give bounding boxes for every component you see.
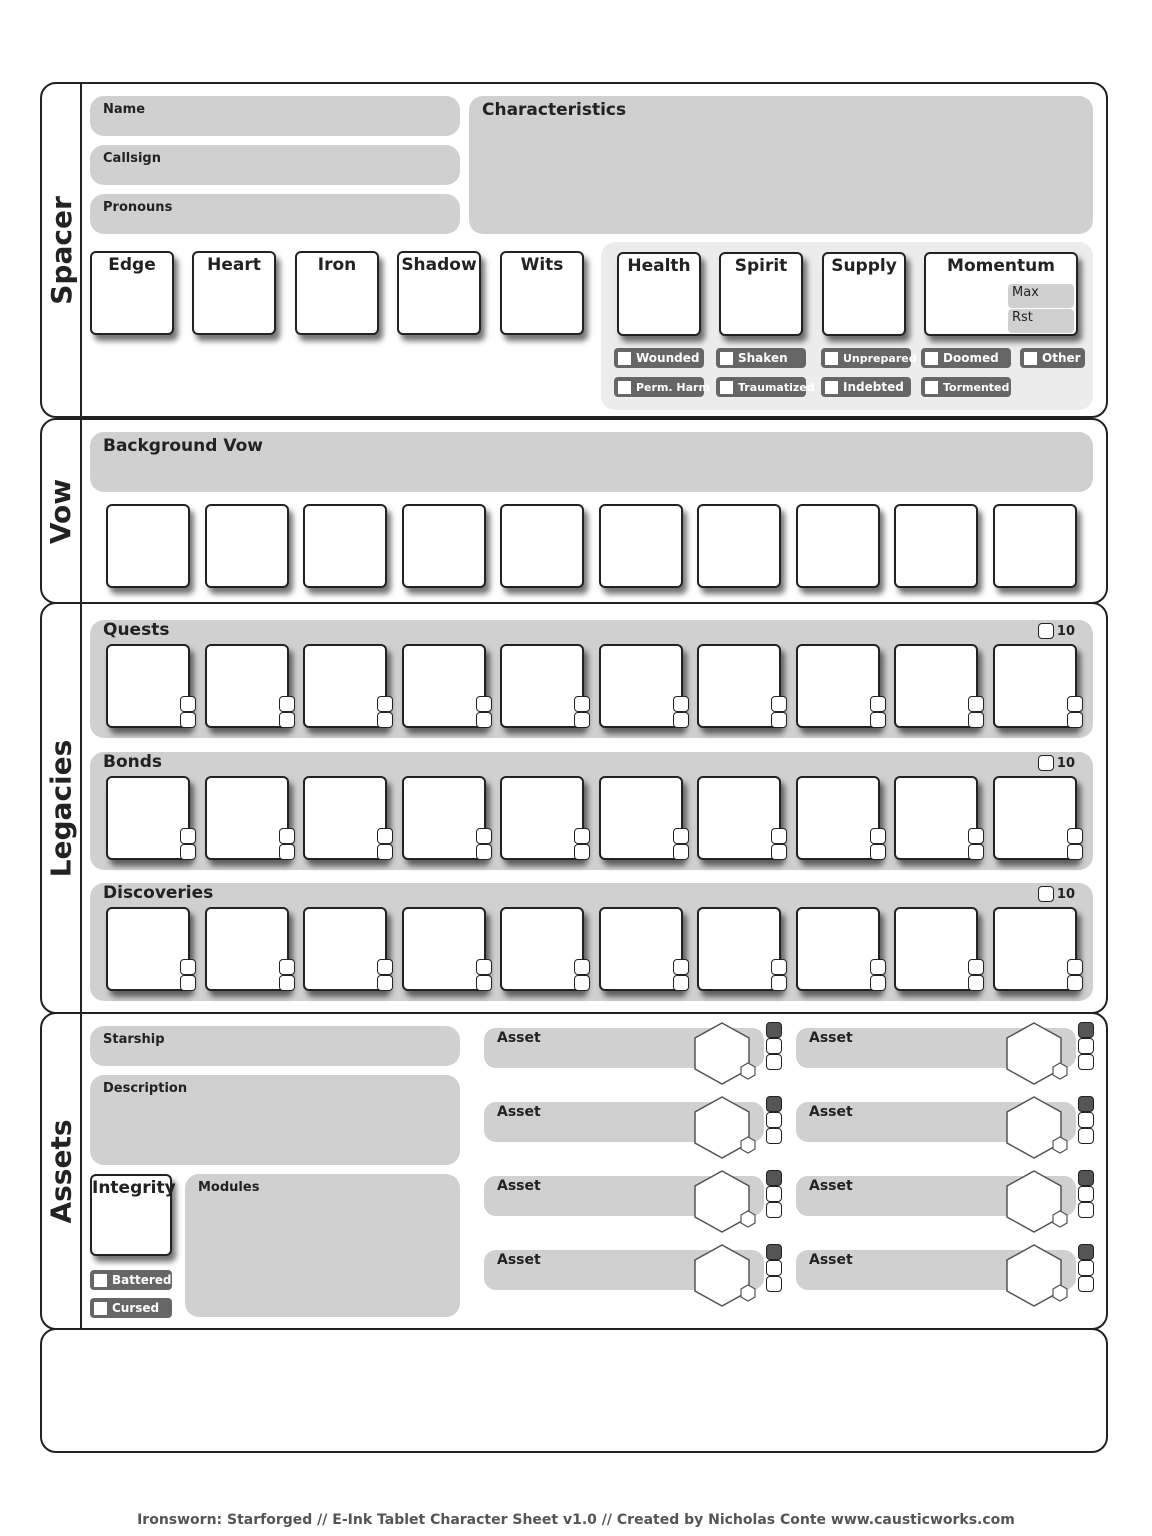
legacy-progress-box[interactable] xyxy=(894,644,978,728)
characteristics-label: Characteristics xyxy=(482,100,627,120)
integrity-meter[interactable] xyxy=(90,1174,176,1256)
asset-hex-icon xyxy=(1006,1244,1076,1308)
legacy-xp-checkbox[interactable] xyxy=(1067,696,1083,712)
asset-label: Asset xyxy=(497,1252,541,1268)
legacy-progress-box[interactable] xyxy=(894,907,978,991)
assets-section-label xyxy=(42,1014,82,1328)
checkbox-icon xyxy=(720,381,733,394)
legacy-xp-checkbox[interactable] xyxy=(476,696,492,712)
impact-unprepared[interactable] xyxy=(821,348,917,368)
modules-label: Modules xyxy=(198,1180,260,1195)
checkbox-icon xyxy=(1038,623,1054,639)
asset-hex-icon xyxy=(1006,1096,1076,1160)
legacy-xp-checkbox[interactable] xyxy=(377,959,393,975)
impact-other[interactable] xyxy=(1020,348,1085,368)
legacy-xp-checkbox[interactable] xyxy=(377,828,393,844)
impact-shaken[interactable] xyxy=(716,348,806,368)
stat-iron[interactable] xyxy=(295,251,379,335)
asset-ability-checkbox[interactable] xyxy=(766,1276,782,1292)
legacy-xp-checkbox[interactable] xyxy=(574,975,590,991)
asset-ability-checkbox[interactable] xyxy=(1078,1186,1094,1202)
legacy-xp-checkbox[interactable] xyxy=(279,696,295,712)
asset-ability-checkbox[interactable] xyxy=(766,1038,782,1054)
legacy-xp-checkbox[interactable] xyxy=(180,712,196,728)
meter-label: Spirit xyxy=(734,256,788,276)
legacy-xp-checkbox[interactable] xyxy=(771,959,787,975)
legacy-progress-box[interactable] xyxy=(106,644,190,728)
name-field[interactable] xyxy=(90,96,460,136)
legacy-xp-checkbox[interactable] xyxy=(476,712,492,728)
impact-battered[interactable] xyxy=(90,1270,172,1290)
legacy-xp-checkbox[interactable] xyxy=(279,828,295,844)
asset-ability-checkbox[interactable] xyxy=(766,1186,782,1202)
stat-wits[interactable] xyxy=(500,251,584,335)
impact-wounded[interactable] xyxy=(614,348,704,368)
vow-progress-box[interactable] xyxy=(599,504,683,588)
asset-label: Asset xyxy=(809,1252,853,1268)
asset-ability-checkbox[interactable] xyxy=(766,1112,782,1128)
legacy-xp-checkbox[interactable] xyxy=(771,712,787,728)
legacy-xp-checkbox[interactable] xyxy=(1067,975,1083,991)
legacy-xp-checkbox[interactable] xyxy=(377,696,393,712)
legacy-xp-checkbox[interactable] xyxy=(476,959,492,975)
vow-section xyxy=(40,418,1108,604)
stat-shadow[interactable] xyxy=(397,251,481,335)
legacy-xp-checkbox[interactable] xyxy=(968,712,984,728)
legacy-xp-checkbox[interactable] xyxy=(673,696,689,712)
legacy-xp-checkbox[interactable] xyxy=(180,975,196,991)
legacy-xp-checkbox[interactable] xyxy=(476,975,492,991)
momentum-reset-field[interactable] xyxy=(1008,309,1074,333)
asset-hex-icon xyxy=(1006,1170,1076,1234)
asset-ability-checkbox[interactable] xyxy=(766,1244,782,1260)
legacy-xp-checkbox[interactable] xyxy=(574,844,590,860)
legacy-xp-checkbox[interactable] xyxy=(1067,712,1083,728)
impact-cursed[interactable] xyxy=(90,1298,172,1318)
checkbox-icon xyxy=(1024,352,1037,365)
description-label: Description xyxy=(103,1081,188,1096)
asset-ability-checkbox[interactable] xyxy=(766,1022,782,1038)
legacy-progress-box[interactable] xyxy=(894,776,978,860)
characteristics-field[interactable] xyxy=(469,96,1093,234)
legacy-progress-box[interactable] xyxy=(697,644,781,728)
legacy-ten-checkbox[interactable] xyxy=(1038,623,1075,639)
legacy-progress-box[interactable] xyxy=(796,776,880,860)
legacy-bonds xyxy=(90,752,1093,870)
vow-progress-box[interactable] xyxy=(993,504,1077,588)
spacer-section-label xyxy=(42,84,82,416)
legacy-progress-track xyxy=(106,907,1086,997)
notes-section[interactable] xyxy=(40,1328,1108,1453)
impact-tormented[interactable] xyxy=(921,377,1011,397)
checkbox-icon xyxy=(825,381,838,394)
legacy-xp-checkbox[interactable] xyxy=(673,959,689,975)
legacy-progress-box[interactable] xyxy=(697,907,781,991)
asset-ability-checkbox[interactable] xyxy=(766,1170,782,1186)
legacy-progress-box[interactable] xyxy=(106,907,190,991)
checkbox-icon xyxy=(94,1274,107,1287)
legacy-progress-box[interactable] xyxy=(697,776,781,860)
legacy-xp-checkbox[interactable] xyxy=(180,959,196,975)
vow-section-label xyxy=(42,420,82,602)
legacy-progress-box[interactable] xyxy=(796,644,880,728)
asset-label: Asset xyxy=(497,1178,541,1194)
checkbox-icon xyxy=(925,381,938,394)
legacy-xp-checkbox[interactable] xyxy=(180,844,196,860)
meter-supply[interactable] xyxy=(822,252,906,336)
meter-label: Health xyxy=(627,256,691,276)
impact-label: Battered xyxy=(112,1273,172,1287)
vow-progress-track xyxy=(106,504,1086,588)
legacies-section-label xyxy=(42,604,82,1012)
legacy-label: Discoveries xyxy=(103,883,214,903)
impact-traumatized[interactable] xyxy=(716,377,815,397)
vow-progress-box[interactable] xyxy=(500,504,584,588)
legacy-progress-box[interactable] xyxy=(993,644,1077,728)
legacy-progress-box[interactable] xyxy=(500,644,584,728)
legacy-xp-checkbox[interactable] xyxy=(771,828,787,844)
impact-label: Other xyxy=(1042,351,1081,365)
legacy-xp-checkbox[interactable] xyxy=(1067,828,1083,844)
legacy-xp-checkbox[interactable] xyxy=(870,975,886,991)
stat-label: Wits xyxy=(520,255,564,275)
vow-progress-box[interactable] xyxy=(106,504,190,588)
legacy-ten-checkbox[interactable] xyxy=(1038,755,1075,771)
stat-label: Shadow xyxy=(401,255,477,275)
meter-spirit[interactable] xyxy=(719,252,803,336)
name-label: Name xyxy=(103,102,146,117)
legacy-xp-checkbox[interactable] xyxy=(180,828,196,844)
stat-edge[interactable] xyxy=(90,251,174,335)
legacy-progress-box[interactable] xyxy=(402,907,486,991)
legacy-progress-box[interactable] xyxy=(599,644,683,728)
description-field[interactable] xyxy=(90,1075,460,1165)
background-vow-label: Background Vow xyxy=(103,436,263,456)
impact-label: Traumatized xyxy=(738,380,815,394)
asset-ability-checkbox[interactable] xyxy=(766,1202,782,1218)
vow-progress-box[interactable] xyxy=(697,504,781,588)
legacy-xp-checkbox[interactable] xyxy=(771,975,787,991)
legacy-xp-checkbox[interactable] xyxy=(574,712,590,728)
legacy-xp-checkbox[interactable] xyxy=(279,712,295,728)
legacy-xp-checkbox[interactable] xyxy=(574,959,590,975)
impact-label: Doomed xyxy=(943,351,999,365)
modules-field[interactable] xyxy=(185,1174,460,1317)
legacy-xp-checkbox[interactable] xyxy=(279,959,295,975)
legacy-progress-box[interactable] xyxy=(205,776,289,860)
checkbox-icon xyxy=(618,352,631,365)
footer-credits: Ironsworn: Starforged // E-Ink Tablet Character Sheet v1.0 // Created by Nicholas Conte www.causticworks.com xyxy=(137,1512,1015,1528)
momentum-max-field[interactable] xyxy=(1008,284,1074,308)
stat-label: Edge xyxy=(108,255,156,275)
legacy-xp-checkbox[interactable] xyxy=(771,844,787,860)
legacy-progress-box[interactable] xyxy=(402,776,486,860)
legacy-xp-checkbox[interactable] xyxy=(377,712,393,728)
legacy-xp-checkbox[interactable] xyxy=(870,959,886,975)
legacy-xp-checkbox[interactable] xyxy=(968,959,984,975)
legacy-progress-box[interactable] xyxy=(796,907,880,991)
legacy-progress-box[interactable] xyxy=(303,644,387,728)
impact-label: Tormented xyxy=(943,380,1010,394)
spacer-section xyxy=(40,82,1108,418)
ten-label: 10 xyxy=(1056,623,1075,639)
legacy-xp-checkbox[interactable] xyxy=(870,712,886,728)
asset-hex-icon xyxy=(694,1022,764,1086)
impact-label: Perm. Harm xyxy=(636,380,710,394)
asset-hex-icon xyxy=(694,1170,764,1234)
legacy-progress-box[interactable] xyxy=(303,776,387,860)
assets-section xyxy=(40,1012,1108,1330)
vow-progress-box[interactable] xyxy=(894,504,978,588)
legacy-progress-box[interactable] xyxy=(993,776,1077,860)
legacy-xp-checkbox[interactable] xyxy=(377,975,393,991)
asset-label: Asset xyxy=(497,1104,541,1120)
legacy-xp-checkbox[interactable] xyxy=(673,712,689,728)
asset-ability-checkbox[interactable] xyxy=(766,1128,782,1144)
legacies-section xyxy=(40,602,1108,1014)
legacy-xp-checkbox[interactable] xyxy=(870,828,886,844)
legacy-xp-checkbox[interactable] xyxy=(771,696,787,712)
legacy-xp-checkbox[interactable] xyxy=(673,844,689,860)
legacy-xp-checkbox[interactable] xyxy=(180,696,196,712)
legacy-xp-checkbox[interactable] xyxy=(279,975,295,991)
vow-progress-box[interactable] xyxy=(205,504,289,588)
vow-title: Vow xyxy=(44,478,78,544)
checkbox-icon xyxy=(94,1302,107,1315)
asset-ability-checkbox[interactable] xyxy=(1078,1128,1094,1144)
legacy-progress-box[interactable] xyxy=(205,907,289,991)
asset-ability-checkbox[interactable] xyxy=(1078,1170,1094,1186)
legacy-progress-box[interactable] xyxy=(402,644,486,728)
impact-label: Wounded xyxy=(636,351,700,365)
legacy-label: Bonds xyxy=(103,752,163,772)
legacy-progress-box[interactable] xyxy=(106,776,190,860)
asset-ability-checkbox[interactable] xyxy=(766,1054,782,1070)
asset-ability-checkbox[interactable] xyxy=(1078,1276,1094,1292)
momentum-max-label: Max xyxy=(1012,285,1039,300)
legacy-progress-box[interactable] xyxy=(205,644,289,728)
legacy-xp-checkbox[interactable] xyxy=(870,696,886,712)
asset-ability-checkbox[interactable] xyxy=(766,1260,782,1276)
asset-ability-checkbox[interactable] xyxy=(1078,1202,1094,1218)
vow-progress-box[interactable] xyxy=(796,504,880,588)
asset-card[interactable] xyxy=(484,1244,784,1334)
vow-progress-box[interactable] xyxy=(303,504,387,588)
asset-hex-icon xyxy=(1006,1022,1076,1086)
callsign-field[interactable] xyxy=(90,145,460,185)
meter-label: Momentum xyxy=(947,256,1055,276)
checkbox-icon xyxy=(720,352,733,365)
stat-heart[interactable] xyxy=(192,251,276,335)
legacy-ten-checkbox[interactable] xyxy=(1038,886,1075,902)
impact-label: Unprepared xyxy=(843,351,917,365)
legacy-xp-checkbox[interactable] xyxy=(1067,844,1083,860)
legacy-xp-checkbox[interactable] xyxy=(968,696,984,712)
asset-ability-checkbox[interactable] xyxy=(1078,1038,1094,1054)
ten-label: 10 xyxy=(1056,755,1075,771)
legacy-progress-track xyxy=(106,776,1086,866)
impact-indebted[interactable] xyxy=(821,377,911,397)
legacy-quests xyxy=(90,620,1093,738)
starship-field[interactable] xyxy=(90,1026,460,1066)
legacy-xp-checkbox[interactable] xyxy=(1067,959,1083,975)
asset-ability-checkbox[interactable] xyxy=(1078,1096,1094,1112)
momentum-reset-label: Rst xyxy=(1012,310,1033,325)
asset-label: Asset xyxy=(497,1030,541,1046)
background-vow-field[interactable] xyxy=(90,432,1093,492)
assets-title: Assets xyxy=(44,1118,78,1224)
legacy-xp-checkbox[interactable] xyxy=(870,844,886,860)
checkbox-icon xyxy=(1038,886,1054,902)
asset-hex-icon xyxy=(694,1244,764,1308)
checkbox-icon xyxy=(1038,755,1054,771)
legacy-xp-checkbox[interactable] xyxy=(377,844,393,860)
legacy-xp-checkbox[interactable] xyxy=(476,844,492,860)
legacy-xp-checkbox[interactable] xyxy=(476,828,492,844)
asset-ability-checkbox[interactable] xyxy=(766,1096,782,1112)
legacy-xp-checkbox[interactable] xyxy=(574,696,590,712)
callsign-label: Callsign xyxy=(103,151,161,166)
legacy-xp-checkbox[interactable] xyxy=(968,975,984,991)
legacy-xp-checkbox[interactable] xyxy=(673,975,689,991)
impact-label: Indebted xyxy=(843,380,904,394)
impact-perm-harm[interactable] xyxy=(614,377,710,397)
integrity-label: Integrity xyxy=(92,1178,176,1198)
asset-hex-icon xyxy=(694,1096,764,1160)
asset-card[interactable] xyxy=(796,1244,1096,1334)
checkbox-icon xyxy=(618,381,631,394)
legacy-xp-checkbox[interactable] xyxy=(673,828,689,844)
checkbox-icon xyxy=(825,352,838,365)
legacy-xp-checkbox[interactable] xyxy=(968,828,984,844)
stat-label: Iron xyxy=(317,255,357,275)
legacy-progress-box[interactable] xyxy=(599,776,683,860)
meter-health[interactable] xyxy=(617,252,701,336)
legacy-xp-checkbox[interactable] xyxy=(574,828,590,844)
stat-label: Heart xyxy=(207,255,261,275)
legacy-xp-checkbox[interactable] xyxy=(968,844,984,860)
pronouns-field[interactable] xyxy=(90,194,460,234)
asset-ability-checkbox[interactable] xyxy=(1078,1112,1094,1128)
asset-ability-checkbox[interactable] xyxy=(1078,1054,1094,1070)
starship-label: Starship xyxy=(103,1032,165,1047)
legacy-progress-box[interactable] xyxy=(599,907,683,991)
legacy-progress-box[interactable] xyxy=(500,776,584,860)
ten-label: 10 xyxy=(1056,886,1075,902)
asset-label: Asset xyxy=(809,1030,853,1046)
meter-momentum[interactable] xyxy=(924,252,1078,336)
asset-ability-checkbox[interactable] xyxy=(1078,1244,1094,1260)
checkbox-icon xyxy=(925,352,938,365)
legacy-discoveries xyxy=(90,883,1093,1001)
spacer-title: Spacer xyxy=(44,195,78,305)
impact-label: Shaken xyxy=(738,351,788,365)
meters-panel xyxy=(601,242,1093,410)
asset-ability-checkbox[interactable] xyxy=(1078,1022,1094,1038)
legacy-label: Quests xyxy=(103,620,170,640)
legacy-progress-box[interactable] xyxy=(500,907,584,991)
meter-label: Supply xyxy=(831,256,897,276)
impact-doomed[interactable] xyxy=(921,348,1011,368)
legacy-progress-track xyxy=(106,644,1086,734)
legacy-xp-checkbox[interactable] xyxy=(279,844,295,860)
legacy-progress-box[interactable] xyxy=(993,907,1077,991)
asset-ability-checkbox[interactable] xyxy=(1078,1260,1094,1276)
pronouns-label: Pronouns xyxy=(103,200,173,215)
legacy-progress-box[interactable] xyxy=(303,907,387,991)
asset-label: Asset xyxy=(809,1178,853,1194)
asset-label: Asset xyxy=(809,1104,853,1120)
vow-progress-box[interactable] xyxy=(402,504,486,588)
legacies-title: Legacies xyxy=(44,739,78,877)
impact-label: Cursed xyxy=(112,1301,160,1315)
